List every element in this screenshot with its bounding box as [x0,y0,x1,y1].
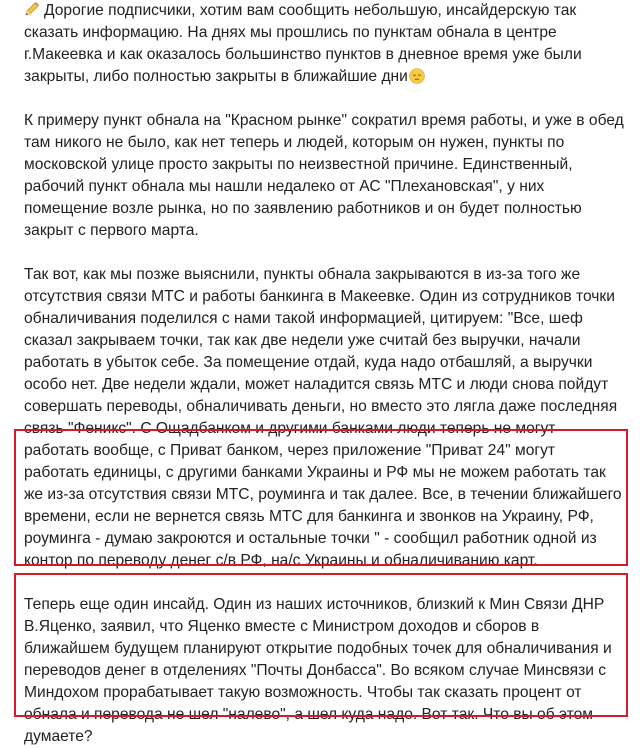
paragraph-2: К примеру пункт обнала на "Красном рынке" сократил время работы, и уже в обед там никого не было, как нет теперь и людей, которым он нужен, пункты по московской улице просто закрыты по неизвестной причине. Единственный, рабочий пункт обнала мы нашли недалеко от АС "Плехановская", у них помещение возле рынка, но по заявлению работников и он будет полностью закрыт с первого марта. [24,112,624,239]
intro-paragraph [24,0,624,88]
paragraph-3 [24,264,624,572]
paragraph-spacer [24,88,624,110]
pencil-icon [24,1,40,17]
paragraph-3-part2: вообще, с Приват банком, через приложение "Приват 24" могут работать единицы, с другими банками Украины и РФ мы не можем работать так же из-за отсутствия связи МТС, роуминга и так далее. Все, в течении ближайшего времени, если не вернется связь МТС для банкинга и звонков на Украину, РФ, роуминга - думаю закроются и остальные точки " - сообщил работник одной из контор по переводу денег с/в РФ, на/с Украины и обналичиванию карт. [24,442,622,569]
paragraph-spacer [24,572,624,594]
pensive-face-icon [409,68,425,84]
paragraph-4: Теперь еще один инсайд. Один из наших источников, близкий к Мин Связи ДНР В.Яценко, заявил, что Яценко вместе с Министром доходов и сборов в ближайшем будущем планируют открытие подобных точек для обналичивания и переводов денег в отделениях "Почты Донбасса". Во всяком случае Минсвязи с Миндохом прорабатывает такую возможность. Чтобы так сказать процент от обнала и перевода не шел "налево", а шел куда надо. Вот так. Что вы об этом думаете? [24,596,612,745]
post-text [24,0,624,748]
paragraph-3-part1: Так вот, как мы позже выяснили, пункты обнала закрываются в из-за того же отсутствия связи МТС и работы банкинга в Макеевке. Один из сотрудников точки обналичивания поделился с нами такой информацией, цитируем: "Все, шеф сказал закрываем точки, так как две недели уже считай без выручки, начали работать в убыток себе. За помещение отдай, куда надо отбашляй, а выручки особо нет. Две недели ждали, может наладится связь МТС и люди снова пойдут совершать переводы, обналичивать деньги, но вместо это лягла даже последняя связь "Феникс". С Ощадбанком и другими банками люди теперь не могут работать [24,266,618,459]
paragraph-spacer [24,242,624,264]
intro-text: Дорогие подписчики, хотим вам сообщить небольшую, инсайдерскую так сказать информацию. На днях мы прошлись по пунктам обнала в центре г.Макеевка и как оказалось большинство пунктов в дневное время уже были закрыты, либо полностью закрыты в ближайшие дни [24,2,582,85]
